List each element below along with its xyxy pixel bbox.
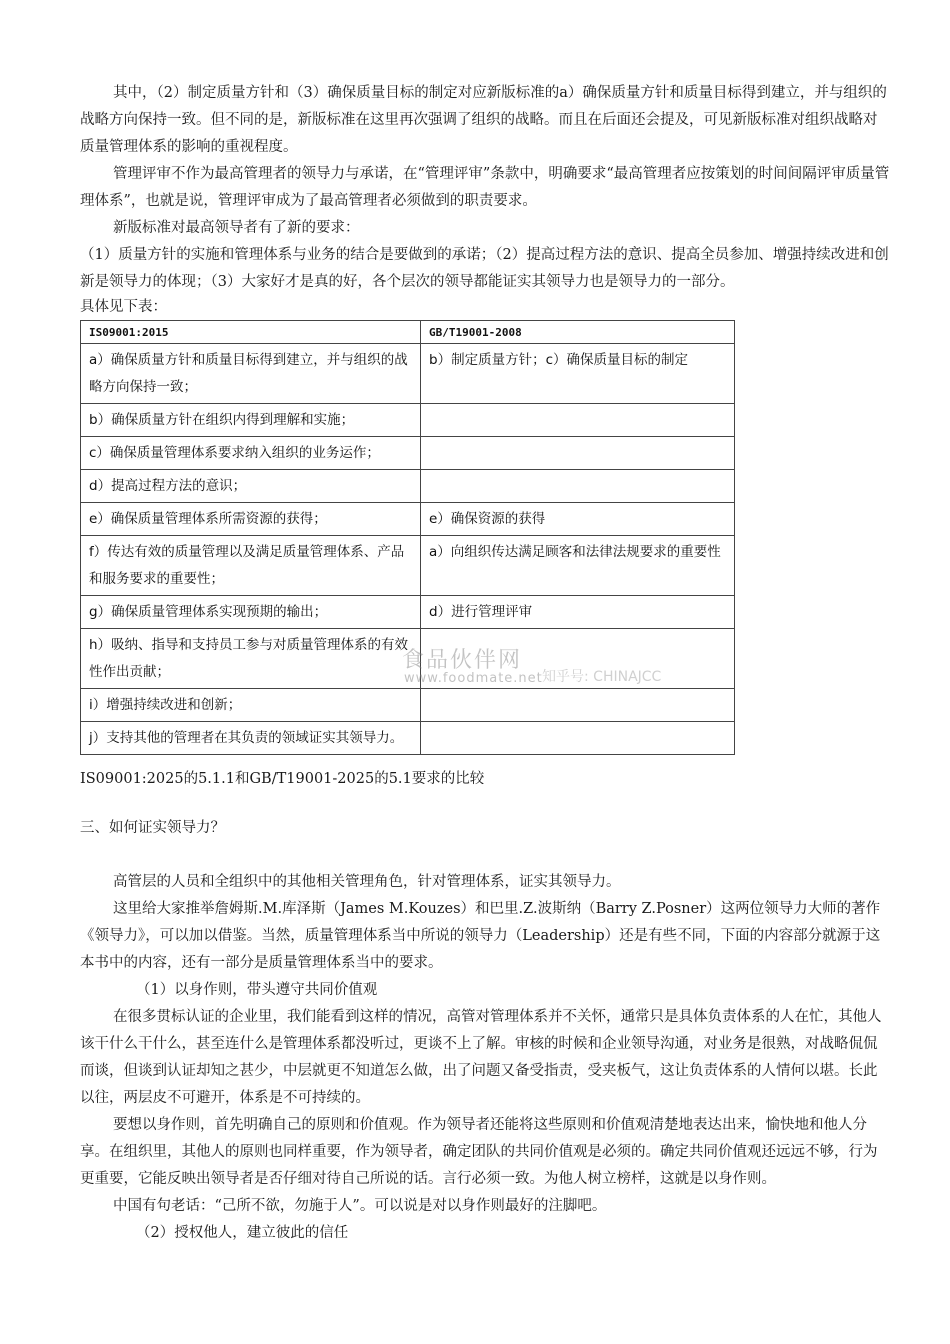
section-heading: 三、如何证实领导力？ [80,820,225,836]
table-cell-old: e）确保资源的获得 [421,503,735,536]
intro-paragraph-4: （1）质量方针的实施和管理体系与业务的结合是要做到的承诺；（2）提高过程方法的意识、提高全员参加、增强持续改进和创新是领导力的体现；（3）大家好才是真的好，各个层次的领导都能证实其领导力也是领导力的一部分。 [80,247,889,290]
section-paragraph-3: 在很多贯标认证的企业里，我们能看到这样的情况，高管对管理体系并不关怀，通常只是具体负责体系的人在忙，其他人该干什么干什么，甚至连什么是管理体系都没听过，更谈不上了解。审核的时候和企业领导沟通，对业务是很熟，对战略侃侃而谈，但谈到认证却知之甚少，中层就更不知道怎么做，出了问题又备受指责，受夹板气，这让负责体系的人情何以堪。长此以往，两层皮不可避开，体系是不可持续的。 [80,1009,882,1106]
table-cell-old [421,470,735,503]
table-header-row [81,321,735,344]
table-cell-old [421,629,735,689]
table-cell-new: g）确保质量管理体系实现预期的输出； [81,596,421,629]
table-row [81,689,735,722]
table-cell-new: j）支持其他的管理者在其负责的领域证实其领导力。 [81,722,421,755]
document-page [80,80,890,1247]
table-row [81,470,735,503]
table-cell-new: e）确保质量管理体系所需资源的获得； [81,503,421,536]
table-cell-old [421,404,735,437]
table-intro-text: 具体见下表： [80,299,167,315]
table-cell-new: h）吸纳、指导和支持员工参与对质量管理体系的有效性作出贡献； [81,629,421,689]
intro-paragraph-3: 新版标准对最高领导者有了新的要求： [113,220,360,236]
table-cell-new: b）确保质量方针在组织内得到理解和实施； [81,404,421,437]
table-row [81,404,735,437]
section-paragraph-2: 这里给大家推举詹姆斯.M.库泽斯（James M.Kouzes）和巴里.Z.波斯纳（Barry Z.Posner）这两位领导力大师的著作《领导力》，可以加以借鉴。当然，质量管理体系当中所说的领导力（Leadership）还是有些不同，下面的内容部分就源于这本书中的内容，还有一部分是质量管理体系当中的要求。 [80,901,881,971]
section-paragraph-4: 要想以身作则，首先明确自己的原则和价值观。作为领导者还能将这些原则和价值观清楚地表达出来，愉快地和他人分享。在组织里，其他人的原则也同样重要，作为领导者，确定团队的共同价值观是必须的。确定共同价值观还远远不够，行为更重要，它能反映出领导者是否仔细对待自己所说的话。言行必须一致。为他人树立榜样，这就是以身作则。 [80,1117,878,1187]
table-cell-new: f）传达有效的质量管理以及满足质量管理体系、产品和服务要求的重要性； [81,536,421,596]
header-gbt19001-2008: GB/T19001-2008 [421,321,735,344]
table-cell-new: d）提高过程方法的意识； [81,470,421,503]
intro-section [80,80,890,318]
section-body [80,869,890,1247]
subheading-lead-by-example: （1）以身作则，带头遵守共同价值观 [136,982,378,998]
watermark-brand: 食品伙伴网 [402,648,523,673]
comparison-table [80,320,735,755]
subheading-empower-others: （2）授权他人，建立彼此的信任 [136,1225,349,1241]
watermark-account: 知乎号: CHINAJCC [542,669,662,685]
header-iso9001-2015: IS09001:2015 [81,321,421,344]
table-cell-old: b）制定质量方针；c）确保质量目标的制定 [421,344,735,404]
table-cell-old: a）向组织传达满足顾客和法律法规要求的重要性 [421,536,735,596]
table-cell-old: d）进行管理评审 [421,596,735,629]
table-row [81,536,735,596]
table-row [81,629,735,689]
section-paragraph-1: 高管层的人员和全组织中的其他相关管理角色，针对管理体系，证实其领导力。 [113,874,621,890]
table-cell-new: a）确保质量方针和质量目标得到建立，并与组织的战略方向保持一致； [81,344,421,404]
intro-paragraph-2: 管理评审不作为最高管理者的领导力与承诺，在“管理评审”条款中，明确要求“最高管理者应按策划的时间间隔评审质量管理体系”，也就是说，管理评审成为了最高管理者必须做到的职责要求。 [80,166,890,209]
table-row [81,437,735,470]
table-cell-old [421,437,735,470]
table-cell-new: c）确保质量管理体系要求纳入组织的业务运作； [81,437,421,470]
table-row [81,344,735,404]
comparison-table-wrapper [80,320,735,755]
watermark-url: www.foodmate.net [404,671,543,686]
table-row [81,722,735,755]
table-caption: IS09001:2025的5.1.1和GB/T19001-2025的5.1要求的比较 [80,771,485,787]
table-cell-new: i）增强持续改进和创新； [81,689,421,722]
section-paragraph-5: 中国有句老话：“己所不欲，勿施于人”。可以说是对以身作则最好的注脚吧。 [113,1198,607,1214]
table-row [81,596,735,629]
table-row [81,503,735,536]
table-cell-old [421,689,735,722]
table-cell-old [421,722,735,755]
intro-paragraph-1: 其中，（2）制定质量方针和（3）确保质量目标的制定对应新版标准的a）确保质量方针和质量目标得到建立，并与组织的战略方向保持一致。但不同的是，新版标准在这里再次强调了组织的战略。而且在后面还会提及，可见新版标准对组织战略对质量管理体系的影响的重视程度。 [80,85,887,155]
